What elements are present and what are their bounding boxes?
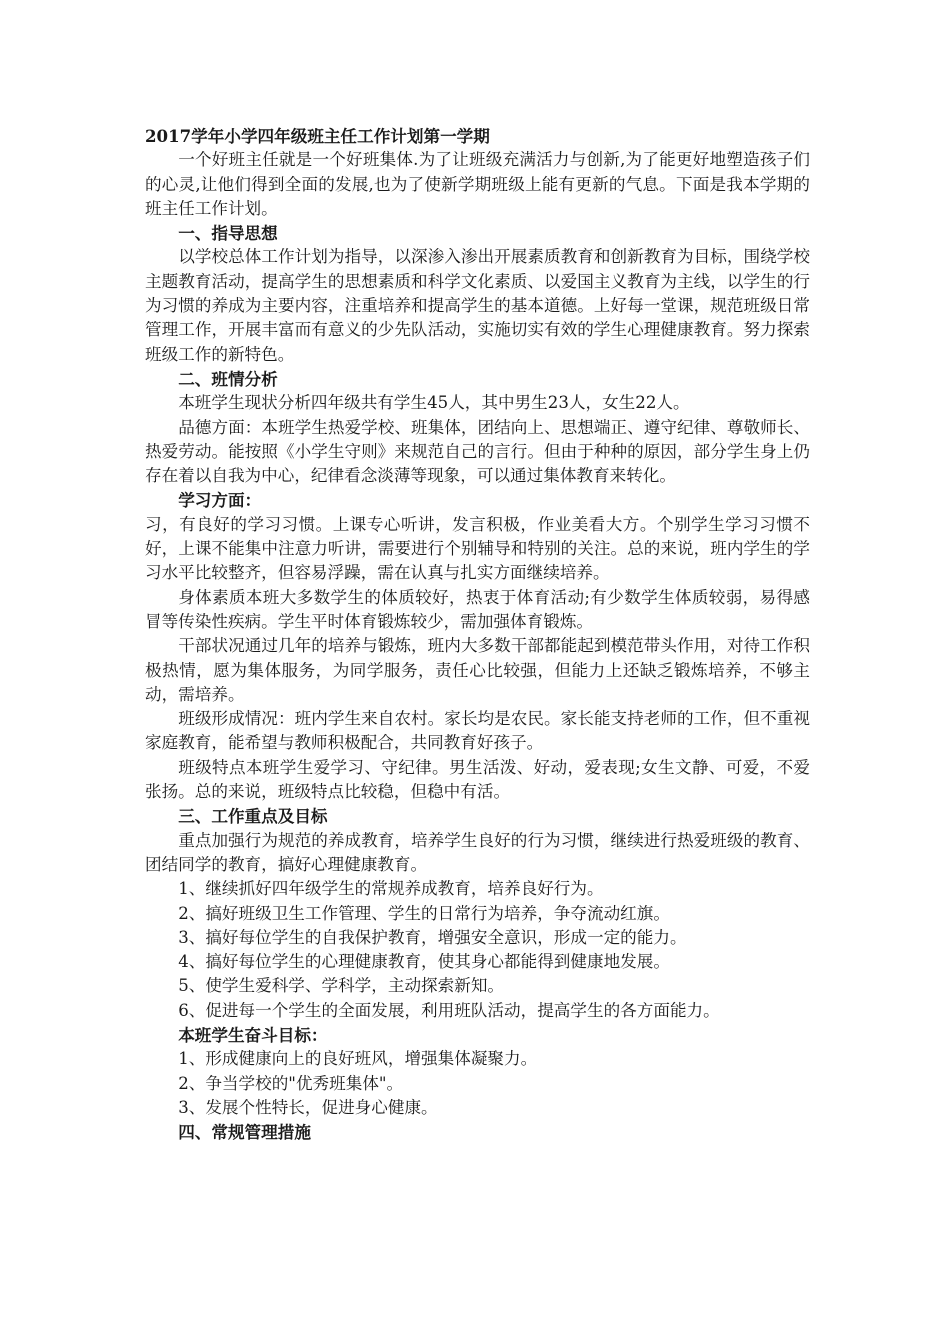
guiding-ideology-paragraph: 以学校总体工作计划为指导，以深渗入渗出开展素质教育和创新教育为目标，围绕学校主题教育活动，提高学生的思想素质和科学文化素质、以爱国主义教育为主线，以学生的行为习惯的养成为主要内容，注重培养和提高学生的基本道德。上好每一堂课，规范班级日常管理工作，开展丰富而有意义的少先队活动，实施切实有效的学生心理健康教育。努力探索班级工作的新特色。: [145, 247, 810, 364]
features-paragraph: 班级特点本班学生爱学习、守纪律。男生活泼、好动，爱表现;女生文静、可爱，不爱张扬。总的来说，班级特点比较稳，但稳中有活。: [145, 757, 810, 802]
goal-item: 1、形成健康向上的良好班风，增强集体凝聚力。: [178, 1049, 538, 1069]
physical-paragraph: 身体素质本班大多数学生的体质较好，热衷于体育活动;有少数学生体质较弱，易得感冒等传染性疾病。学生平时体育锻炼较少，需加强体育锻炼。: [145, 587, 810, 631]
list-item: 2、搞好班级卫生工作管理、学生的日常行为培养，争夺流动红旗。: [178, 903, 670, 923]
section-heading-class-analysis: 二、班情分析: [178, 368, 278, 389]
section-heading-management: 四、常规管理措施: [178, 1122, 311, 1143]
section-heading-guiding-ideology: 一、指导思想: [178, 223, 278, 244]
goals-heading: 本班学生奋斗目标：: [178, 1024, 328, 1045]
work-focus-paragraph: 重点加强行为规范的养成教育，培养学生良好的行为习惯，继续进行热爱班级的教育、团结同学的教育，搞好心理健康教育。: [145, 830, 810, 874]
study-heading: 学习方面：: [178, 490, 262, 511]
list-item: 3、搞好每位学生的自我保护教育，增强安全意识，形成一定的能力。: [178, 927, 687, 947]
document-title: 2017学年小学四年级班主任工作计划第一学期: [145, 126, 490, 146]
list-item: 6、促进每一个学生的全面发展，利用班队活动，提高学生的各方面能力。: [178, 1000, 720, 1020]
goal-item: 3、发展个性特长，促进身心健康。: [178, 1097, 438, 1117]
goal-item: 2、争当学校的"优秀班集体"。: [178, 1073, 404, 1093]
document-page: [145, 124, 810, 1144]
class-status-paragraph: 本班学生现状分析四年级共有学生45人，其中男生23人，女生22人。: [178, 393, 690, 413]
study-paragraph: 习，有良好的学习习惯。上课专心听讲，发言积极，作业美看大方。个别学生学习习惯不好，上课不能集中注意力听讲，需要进行个别辅导和特别的关注。总的来说，班内学生的学习水平比较整齐，但容易浮躁，需在认真与扎实方面继续培养。: [145, 514, 810, 583]
section-heading-work-focus: 三、工作重点及目标: [178, 806, 328, 827]
formation-paragraph: 班级形成情况：班内学生来自农村。家长均是农民。家长能支持老师的工作，但不重视家庭教育，能希望与教师积极配合，共同教育好孩子。: [145, 709, 810, 753]
list-item: 5、使学生爱科学、学科学，主动探索新知。: [178, 976, 505, 996]
intro-paragraph: 一个好班主任就是一个好班集体.为了让班级充满活力与创新,为了能更好地塑造孩子们的心灵,让他们得到全面的发展,也为了使新学期班级上能有更新的气息。下面是我本学期的班主任工作计划。: [145, 150, 810, 218]
cadres-paragraph: 干部状况通过几年的培养与锻炼，班内大多数干部都能起到模范带头作用，对待工作积极热情，愿为集体服务，为同学服务，责任心比较强，但能力上还缺乏锻炼培养，不够主动，需培养。: [145, 636, 810, 704]
list-item: 4、搞好每位学生的心理健康教育，使其身心都能得到健康地发展。: [178, 952, 670, 972]
list-item: 1、继续抓好四年级学生的常规养成教育，培养良好行为。: [178, 879, 604, 899]
morality-paragraph: 品德方面：本班学生热爱学校、班集体，团结向上、思想端正、遵守纪律、尊敬师长、热爱劳动。能按照《小学生守则》来规范自己的言行。但由于种种的原因，部分学生身上仍存在着以自我为中心，纪律看念淡薄等现象，可以通过集体教育来转化。: [145, 417, 810, 486]
